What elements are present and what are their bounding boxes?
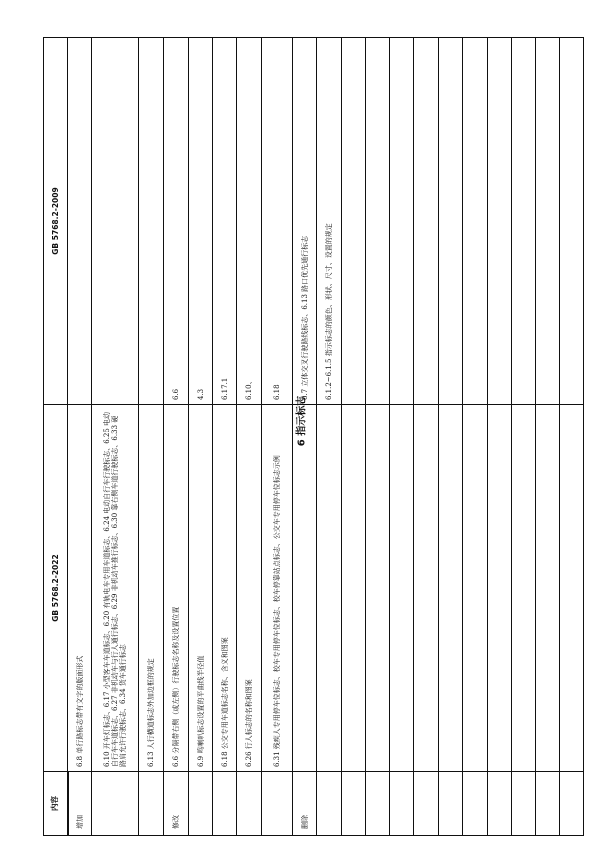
row-old-standard-cell bbox=[366, 38, 390, 405]
row-category-cell bbox=[342, 772, 366, 836]
header-old-standard: GB 5768.2-2009 bbox=[44, 38, 68, 405]
row-old-standard-cell: 6.18 bbox=[262, 38, 293, 405]
row-new-standard-cell bbox=[488, 405, 512, 772]
row-old-standard-cell: 6.6 bbox=[164, 38, 189, 405]
table-row bbox=[463, 38, 488, 836]
row-new-standard-cell: 6.31 残疾人专用停车位标志、校车专用停车位标志、校车停靠站点标志、公交车专用停车位标志示例 bbox=[262, 405, 293, 772]
row-new-standard-cell: 6.26 行人标志的名称和图案 bbox=[237, 405, 262, 772]
row-old-standard-cell: 6.10、 bbox=[237, 38, 262, 405]
table-row bbox=[390, 38, 414, 836]
row-new-standard-cell bbox=[414, 405, 439, 772]
comparison-table bbox=[43, 37, 584, 836]
row-category-cell bbox=[488, 772, 512, 836]
table-row bbox=[68, 38, 92, 836]
row-old-standard-cell: 6.7 立体交叉行驶路线标志、6.13 路口优先通行标志 bbox=[293, 38, 317, 405]
row-old-standard-cell bbox=[560, 38, 584, 405]
row-old-standard-cell bbox=[68, 38, 92, 405]
row-old-standard-cell bbox=[488, 38, 512, 405]
table-row bbox=[512, 38, 536, 836]
table-row bbox=[139, 38, 164, 836]
row-category-cell bbox=[414, 772, 439, 836]
row-category-cell bbox=[463, 772, 488, 836]
row-new-standard-cell: 6.6 分隔带右侧（或左侧）行驶标志名称及设置位置 bbox=[164, 405, 189, 772]
table-row bbox=[342, 38, 366, 836]
row-new-standard-cell bbox=[366, 405, 390, 772]
table-row bbox=[414, 38, 439, 836]
table-row bbox=[560, 38, 584, 836]
table-row bbox=[293, 38, 317, 836]
row-category-cell bbox=[189, 772, 213, 836]
row-old-standard-cell bbox=[512, 38, 536, 405]
table-row bbox=[366, 38, 390, 836]
row-old-standard-cell bbox=[536, 38, 560, 405]
row-old-standard-cell bbox=[139, 38, 164, 405]
row-old-standard-cell bbox=[342, 38, 366, 405]
row-category-cell: 删除 bbox=[293, 772, 317, 836]
row-new-standard-cell bbox=[560, 405, 584, 772]
row-old-standard-cell: 6.17.1 bbox=[213, 38, 237, 405]
row-new-standard-cell: 6.8 单行路标志带有文字的版面形式 bbox=[68, 405, 92, 772]
rotated-table-container bbox=[43, 38, 540, 836]
row-old-standard-cell bbox=[439, 38, 463, 405]
row-category-cell bbox=[439, 772, 463, 836]
row-new-standard-cell: 6.10 开车灯标志、6.17 小型客车车道标志、6.20 有轨电车专用车道标志、6.24 电动自行车行驶标志、6.25 电动自行车车道标志、6.27 非机动车与行人通行标志、6.29 非机动车推行标志、6.30 靠右侧车道行驶标志、6.33 硬路肩允许行驶标志、6.34 货车通行标志 bbox=[92, 405, 139, 772]
row-new-standard-cell bbox=[293, 405, 317, 772]
section-title-text: 6 指示标志 bbox=[296, 395, 308, 447]
table-header-row bbox=[44, 38, 68, 836]
row-old-standard-cell bbox=[390, 38, 414, 405]
table-row bbox=[237, 38, 262, 836]
row-old-standard-cell bbox=[414, 38, 439, 405]
row-new-standard-cell bbox=[390, 405, 414, 772]
row-new-standard-cell bbox=[439, 405, 463, 772]
row-new-standard-cell: 6.13 人行横道标志外加边框的规定 bbox=[139, 405, 164, 772]
row-category-cell: 增加 bbox=[68, 772, 92, 836]
row-category-cell bbox=[366, 772, 390, 836]
row-new-standard-cell bbox=[536, 405, 560, 772]
row-category-cell bbox=[512, 772, 536, 836]
row-category-cell bbox=[390, 772, 414, 836]
table-row bbox=[536, 38, 560, 836]
row-category-cell bbox=[92, 772, 139, 836]
row-old-standard-cell: 6.1.2~6.1.5 指示标志的颜色、形状、尺寸、设置的规定 bbox=[317, 38, 342, 405]
table-row bbox=[213, 38, 237, 836]
row-category-cell bbox=[536, 772, 560, 836]
row-new-standard-cell bbox=[317, 405, 342, 772]
row-category-cell bbox=[213, 772, 237, 836]
row-new-standard-cell bbox=[512, 405, 536, 772]
table-row bbox=[439, 38, 463, 836]
row-category-cell: 修改 bbox=[164, 772, 189, 836]
row-new-standard-cell bbox=[463, 405, 488, 772]
table-row bbox=[164, 38, 189, 836]
row-category-cell bbox=[237, 772, 262, 836]
header-category: 内容 bbox=[44, 772, 68, 836]
table-row bbox=[189, 38, 213, 836]
row-old-standard-cell bbox=[463, 38, 488, 405]
row-old-standard-cell bbox=[92, 38, 139, 405]
row-new-standard-cell: 6.18 公交专用车道标志名称、含义和图案 bbox=[213, 405, 237, 772]
table-row bbox=[317, 38, 342, 836]
table-row bbox=[262, 38, 293, 836]
table-row bbox=[92, 38, 139, 836]
row-category-cell bbox=[317, 772, 342, 836]
header-new-standard: GB 5768.2-2022 bbox=[44, 405, 68, 772]
row-category-cell bbox=[139, 772, 164, 836]
row-category-cell bbox=[262, 772, 293, 836]
row-old-standard-cell: 4.3 bbox=[189, 38, 213, 405]
table-row bbox=[488, 38, 512, 836]
row-category-cell bbox=[560, 772, 584, 836]
row-new-standard-cell: 6.9 鸣喇叭标志设置的平曲线半径值 bbox=[189, 405, 213, 772]
row-new-standard-cell bbox=[342, 405, 366, 772]
